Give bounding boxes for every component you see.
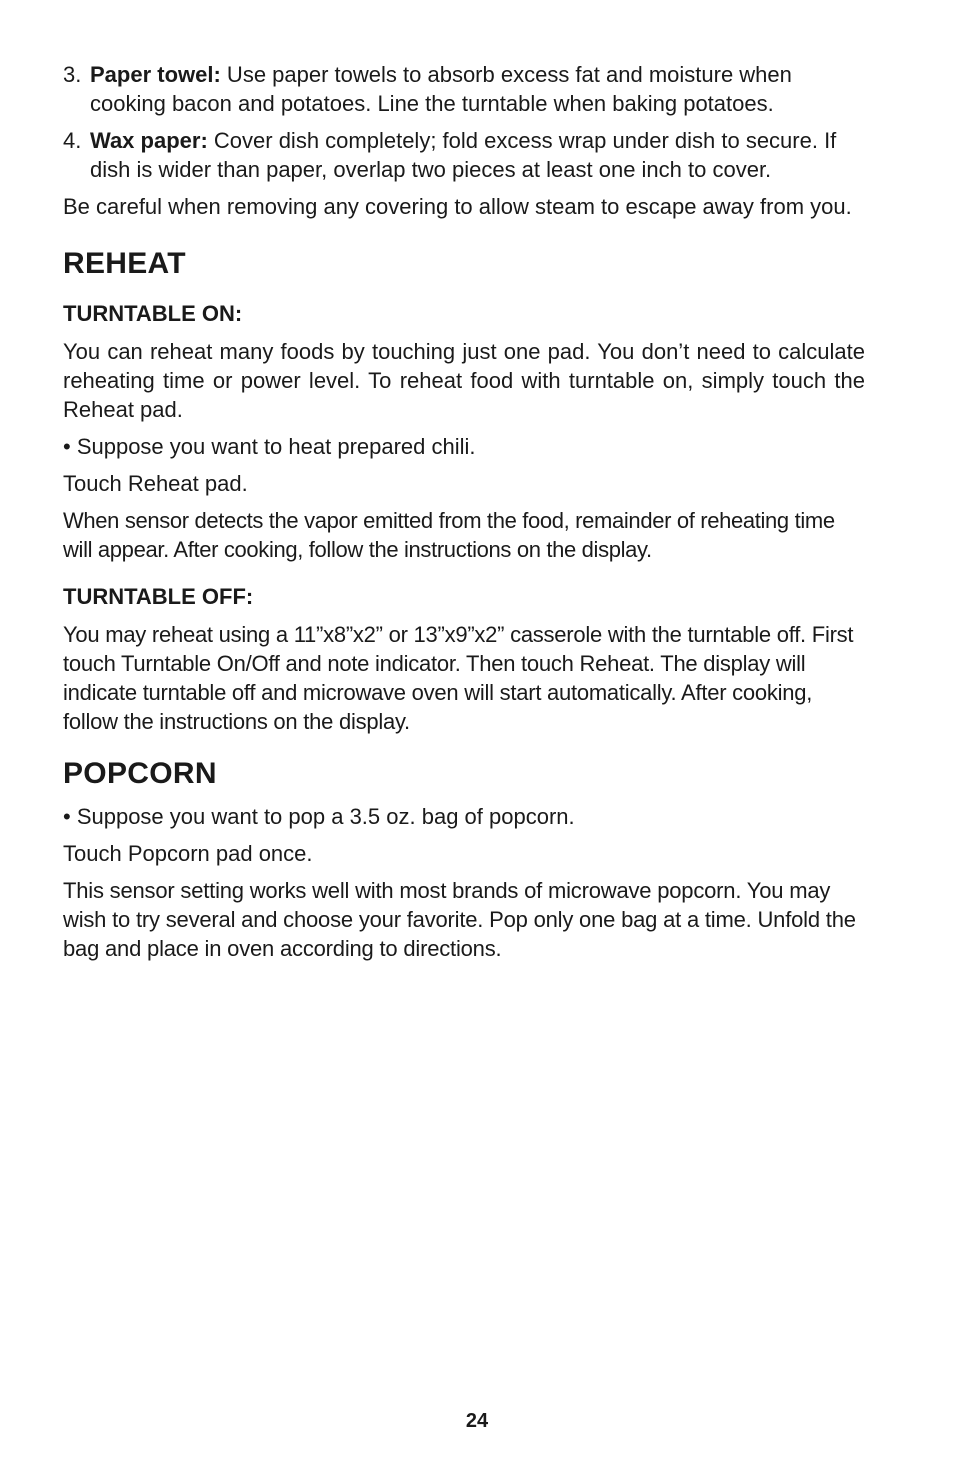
turntable-on-intro: You can reheat many foods by touching just one pad. You don’t need to calculate reheating time or power level. To reheat food with turntable on, simply touch the Reheat pad. (63, 339, 865, 422)
reheat-instruction: Touch Reheat pad. (63, 471, 248, 496)
list-item-wax-paper (63, 126, 865, 184)
list-text: Use paper towels to absorb excess fat and moisture when cooking bacon and potatoes. Line the turntable when baking potatoes. (90, 62, 792, 116)
popcorn-instruction: Touch Popcorn pad once. (63, 841, 313, 866)
page-content (63, 58, 865, 963)
popcorn-note: This sensor setting works well with most brands of microwave popcorn. You may wish to try several and choose your favorite. Pop only one bag at a time. Unfold the bag and place in oven according to directions. (63, 878, 856, 961)
list-item-paper-towel (63, 60, 865, 118)
popcorn-heading: POPCORN (63, 757, 217, 790)
turntable-on-heading: TURNTABLE ON: (63, 301, 243, 326)
reheat-heading: REHEAT (63, 247, 186, 280)
page-number: 24 (465, 1410, 489, 1432)
list-term: Wax paper: (90, 128, 208, 153)
reheat-sensor-note: When sensor detects the vapor emitted from the food, remainder of reheating time will appear. After cooking, follow the instructions on the display. (63, 508, 835, 562)
popcorn-example: • Suppose you want to pop a 3.5 oz. bag of popcorn. (63, 804, 575, 829)
turntable-off-heading: TURNTABLE OFF: (63, 584, 254, 609)
turntable-off-text: You may reheat using a 11”x8”x2” or 13”x9”x2” casserole with the turntable off. First touch Turntable On/Off and note indicator. Then touch Reheat. The display will indicate turntable off and microwave oven will start automatically. After cooking, follow the instructions on the display. (63, 622, 854, 734)
reheat-example: • Suppose you want to heat prepared chili. (63, 434, 476, 459)
list-number: 3. (63, 62, 82, 87)
list-term: Paper towel: (90, 62, 221, 87)
list-text: Cover dish completely; fold excess wrap under dish to secure. If dish is wider than paper, overlap two pieces at least one inch to cover. (90, 128, 837, 182)
careful-note: Be careful when removing any covering to allow steam to escape away from you. (63, 194, 852, 219)
list-number: 4. (63, 128, 82, 153)
